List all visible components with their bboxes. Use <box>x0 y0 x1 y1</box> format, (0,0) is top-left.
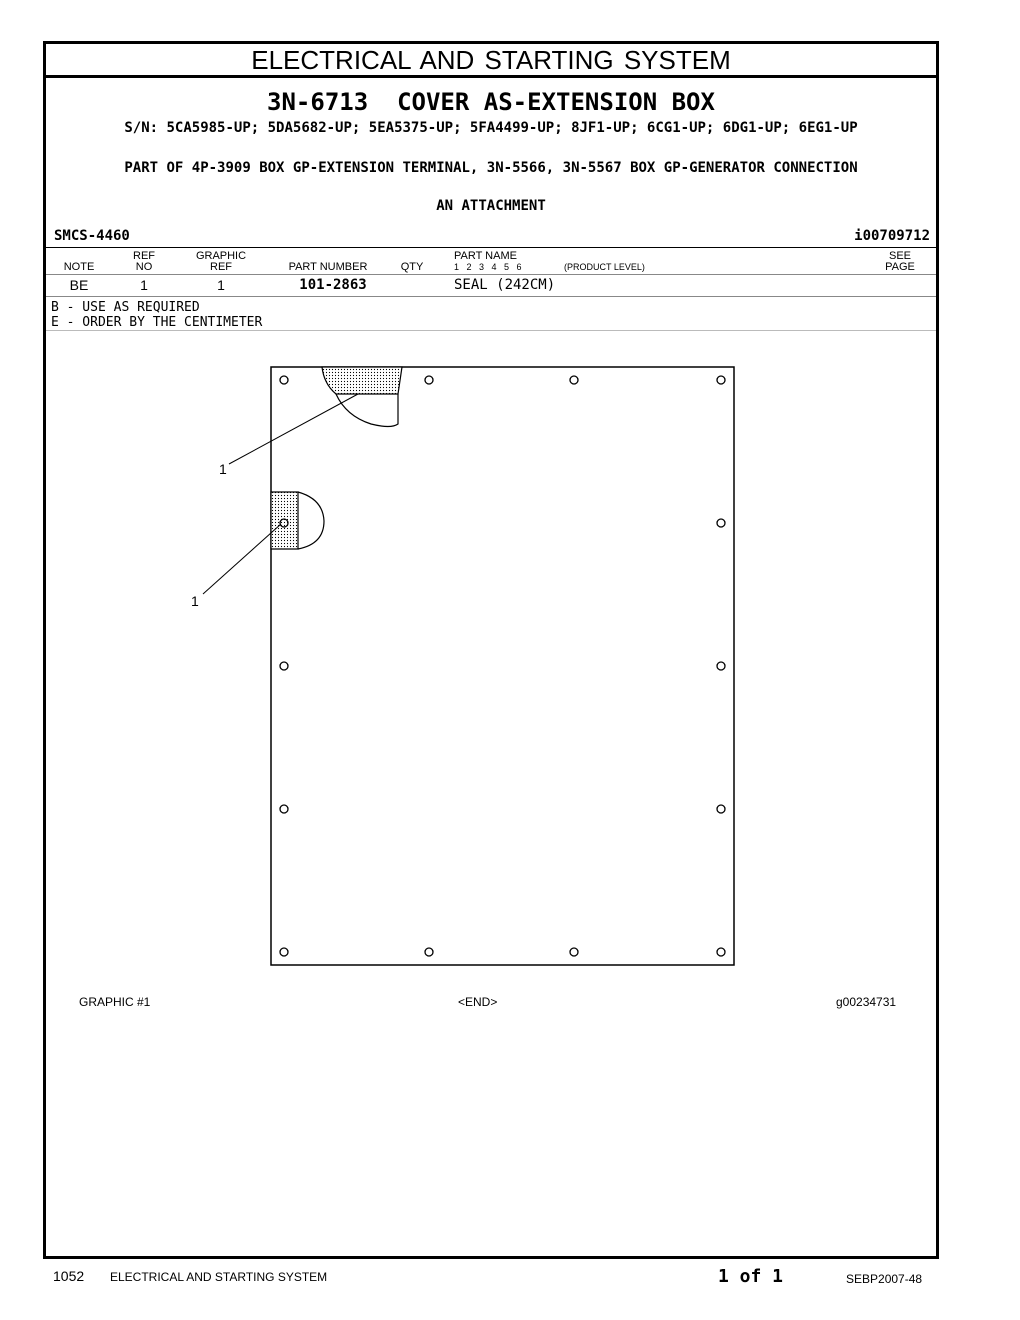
bolt-hole <box>717 376 725 384</box>
row-part-name: SEAL (242CM) <box>454 277 556 293</box>
end-marker: <END> <box>458 995 498 1009</box>
bolt-hole <box>280 662 288 670</box>
note-b: B - USE AS REQUIRED <box>51 300 200 315</box>
bolt-hole <box>570 376 578 384</box>
part-of-text: PART OF 4P-3909 BOX GP-EXTENSION TERMINAL, 3N-5566, 3N-5567 BOX GP-GENERATOR CONNECTION <box>124 160 858 176</box>
header-graphic-ref-2: REF <box>210 261 232 273</box>
header-ref-no-1: REF <box>133 250 155 262</box>
callout-2: 1 <box>191 593 199 609</box>
footer-section: ELECTRICAL AND STARTING SYSTEM <box>110 1270 328 1284</box>
graphic-id: g00234731 <box>836 995 897 1009</box>
header-see-page-2: PAGE <box>885 261 915 273</box>
bolt-hole <box>717 662 725 670</box>
doc-id: SEBP2007-48 <box>846 1272 923 1286</box>
leader-line-1 <box>229 394 358 464</box>
row-part-number: 101-2863 <box>299 277 367 293</box>
header-product-level: (PRODUCT LEVEL) <box>564 262 645 272</box>
seal-section-top <box>322 367 402 394</box>
bolt-hole <box>280 948 288 956</box>
callout-1: 1 <box>219 461 227 477</box>
seal-section-left <box>271 492 298 549</box>
cover-outline <box>271 367 734 965</box>
leader-line-2 <box>203 524 281 594</box>
row-graphic-ref: 1 <box>217 277 225 293</box>
bolt-hole <box>280 805 288 813</box>
header-graphic-ref-1: GRAPHIC <box>195 250 247 262</box>
note-e: E - ORDER BY THE CENTIMETER <box>51 315 263 330</box>
bolt-hole <box>425 948 433 956</box>
parts-graphic <box>46 44 936 1044</box>
header-levels: 1 2 3 4 5 6 <box>454 262 522 272</box>
header-part-number: PART NUMBER <box>288 261 368 273</box>
illustration-id: i00709712 <box>854 228 930 244</box>
page-of: 1 of 1 <box>718 1266 784 1287</box>
part-title: 3N-6713 COVER AS-EXTENSION BOX <box>267 88 715 116</box>
bolt-hole <box>570 948 578 956</box>
serial-numbers: S/N: 5CA5985-UP; 5DA5682-UP; 5EA5375-UP; 5FA4499-UP; 8JF1-UP; 6CG1-UP; 6DG1-UP; 6EG1-UP <box>124 120 858 136</box>
smcs-code: SMCS-4460 <box>54 228 130 244</box>
bolt-hole <box>280 376 288 384</box>
page-number: 1052 <box>53 1268 85 1284</box>
header-part-name: PART NAME <box>454 250 517 262</box>
bolt-holes <box>280 376 725 956</box>
attachment-text: AN ATTACHMENT <box>436 198 546 214</box>
bolt-hole <box>717 519 725 527</box>
graphic-label: GRAPHIC #1 <box>79 995 151 1009</box>
row-ref-no: 1 <box>140 277 148 293</box>
system-title: ELECTRICAL AND STARTING SYSTEM <box>46 44 936 78</box>
bolt-hole <box>425 376 433 384</box>
row-note: BE <box>69 277 89 293</box>
header-note: NOTE <box>63 261 95 273</box>
bolt-hole <box>717 948 725 956</box>
bolt-hole <box>717 805 725 813</box>
header-see-page-1: SEE <box>888 250 911 262</box>
header-ref-no-2: NO <box>135 261 153 273</box>
page-frame <box>43 41 939 1259</box>
seal-bulb-top <box>336 394 398 427</box>
seal-bulb-left <box>298 492 324 549</box>
header-qty: QTY <box>400 261 424 273</box>
